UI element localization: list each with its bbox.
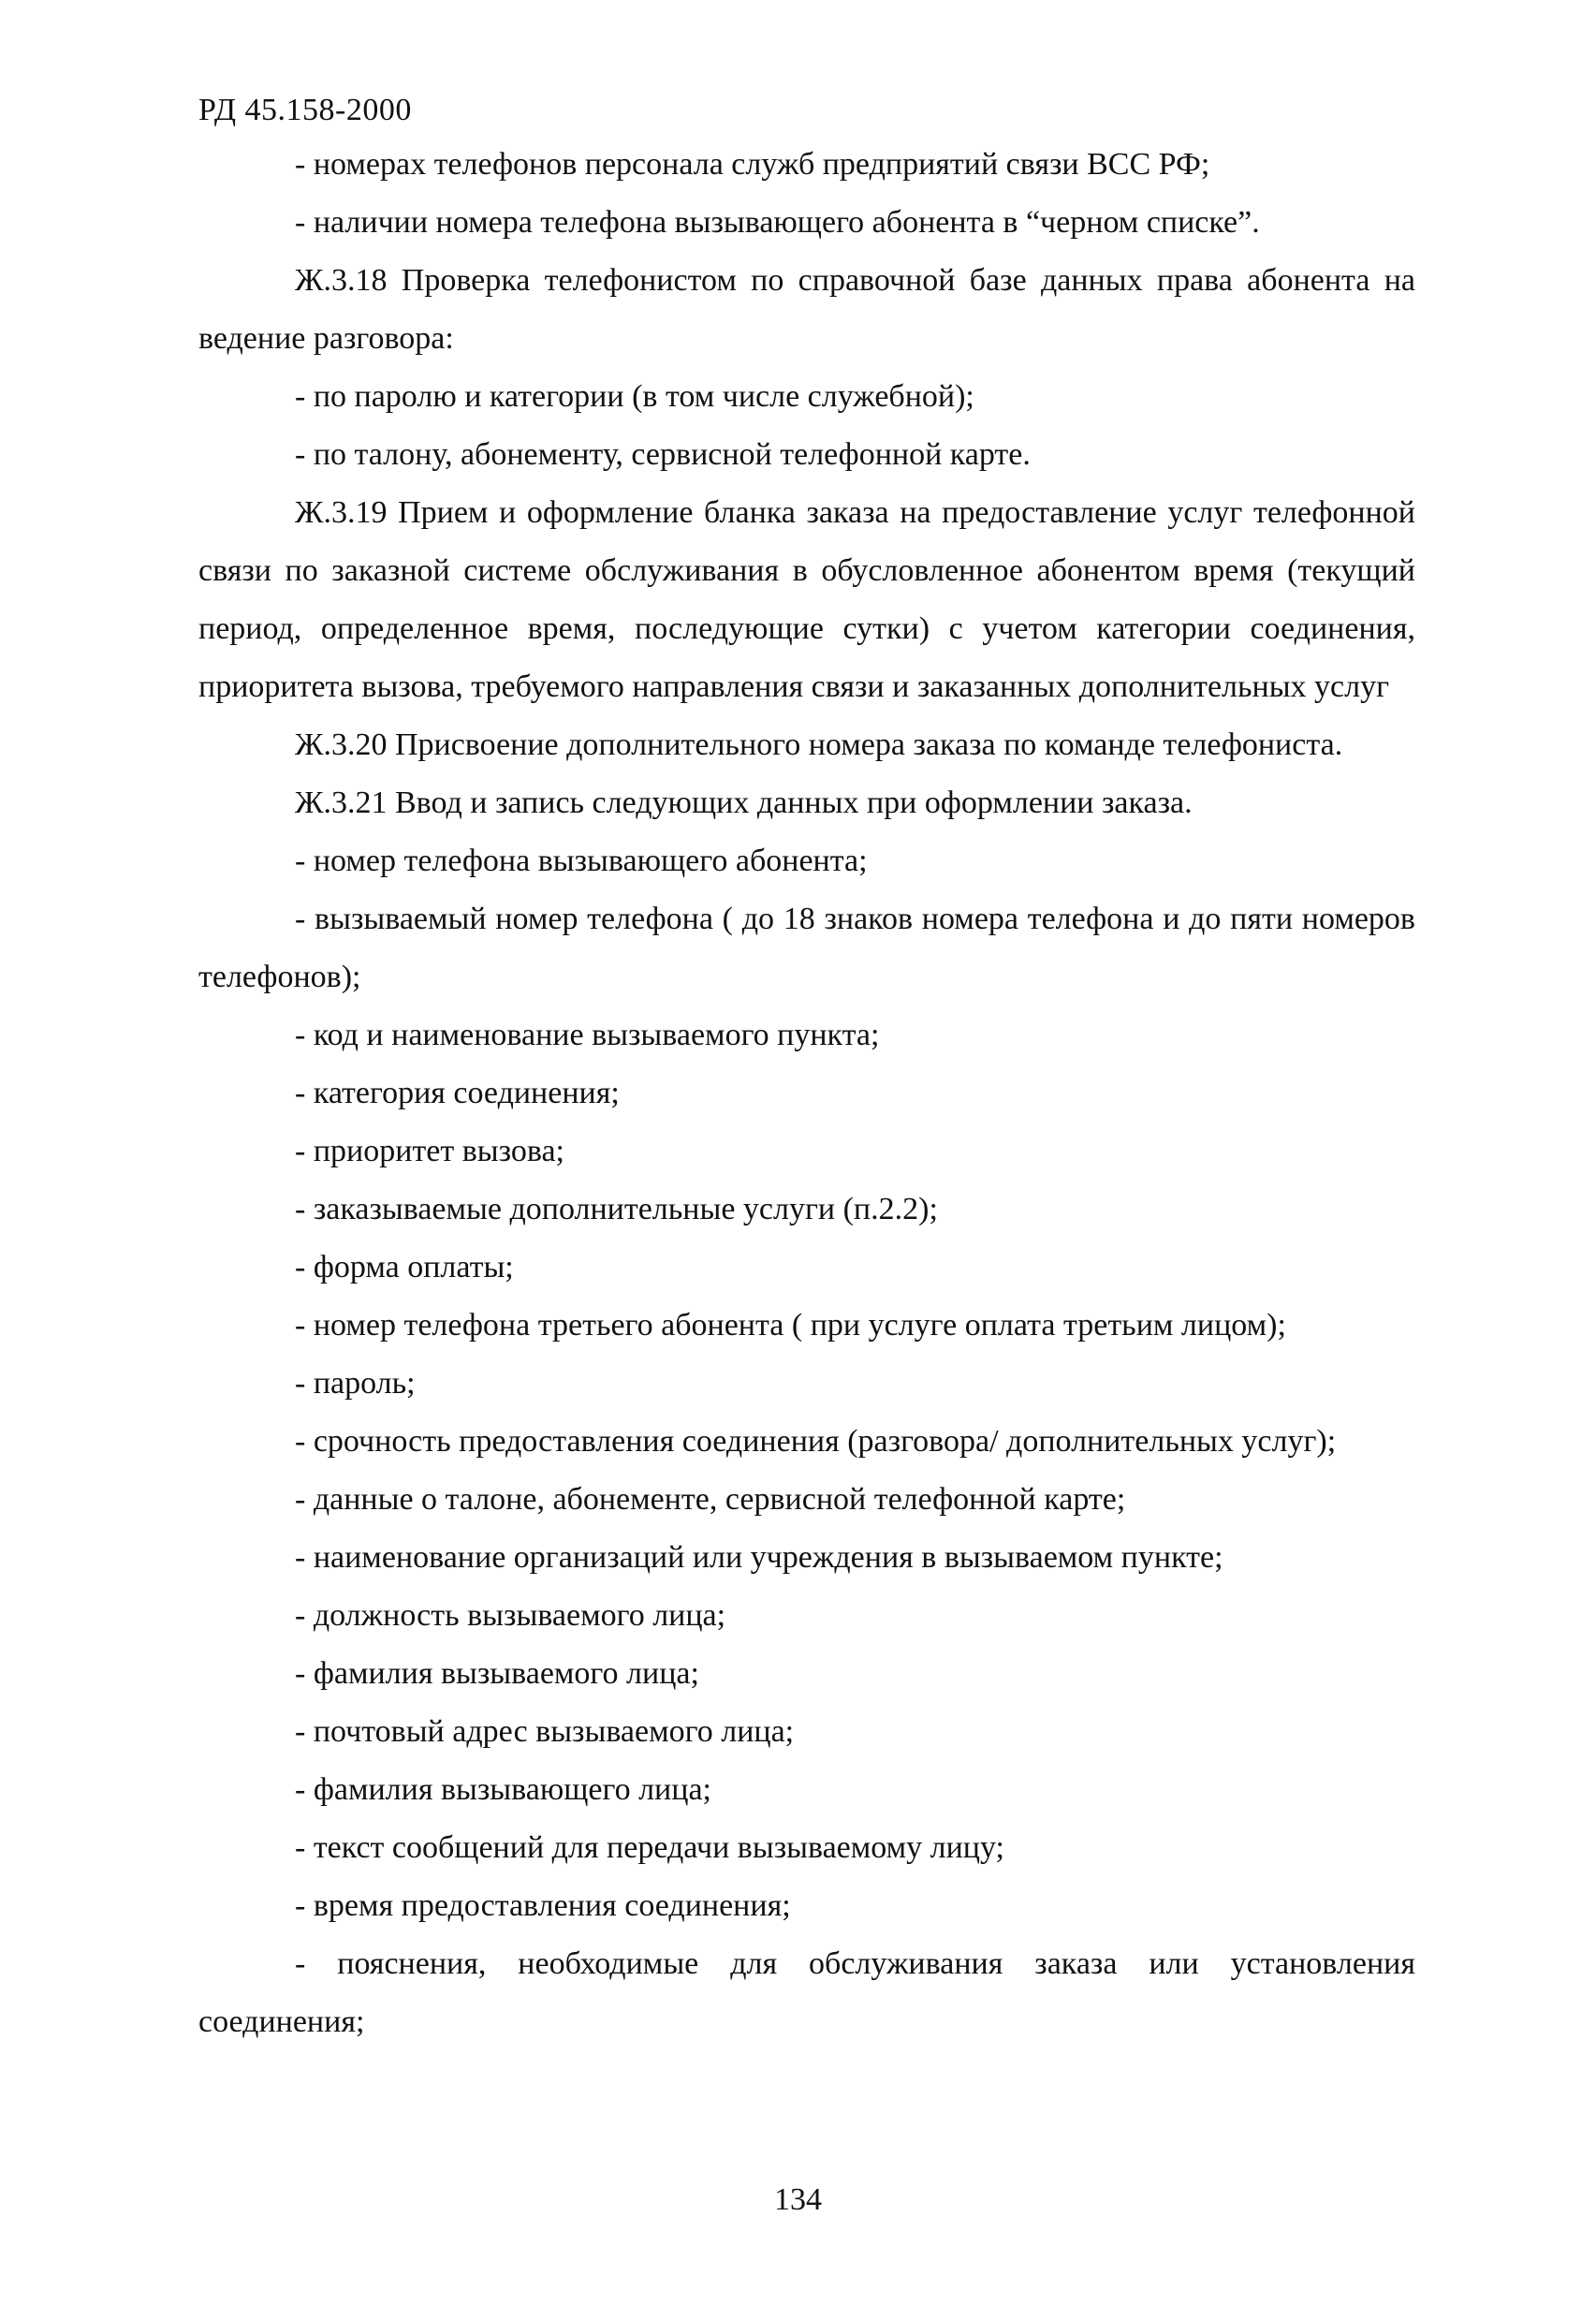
list-item: - текст сообщений для передачи вызываемому лицу; xyxy=(295,1830,1004,1865)
list-item: - время предоставления соединения; xyxy=(295,1888,791,1923)
page-number: 134 xyxy=(774,2182,822,2217)
list-item: - пояснения, необходимые для обслуживания заказа или установления соединения; xyxy=(198,1946,1415,2039)
list-item: - приоритет вызова; xyxy=(295,1134,564,1168)
list-item: - заказываемые дополнительные услуги (п.2.2); xyxy=(295,1192,938,1226)
section-paragraph-zh-3-21: Ж.3.21 Ввод и запись следующих данных при оформлении заказа. xyxy=(295,785,1193,820)
list-item: - вызываемый номер телефона ( до 18 знаков номера телефона и до пяти номеров телефонов); xyxy=(198,902,1415,994)
list-item: - фамилия вызывающего лица; xyxy=(295,1772,711,1807)
list-item: - номерах телефонов персонала служб предприятий связи ВСС РФ; xyxy=(295,147,1210,182)
list-item: - по паролю и категории (в том числе служебной); xyxy=(295,379,974,414)
list-item: - срочность предоставления соединения (разговора/ дополнительных услуг); xyxy=(295,1424,1337,1459)
list-item: - код и наименование вызываемого пункта; xyxy=(295,1018,880,1052)
list-item: - номер телефона третьего абонента ( при услуге оплата третьим лицом); xyxy=(295,1308,1286,1343)
list-item: - фамилия вызываемого лица; xyxy=(295,1656,699,1691)
document-body xyxy=(198,136,1415,2051)
list-item: - должность вызываемого лица; xyxy=(295,1598,726,1633)
document-code-header: РД 45.158-2000 xyxy=(198,93,412,127)
section-paragraph-zh-3-19: Ж.3.19 Прием и оформление бланка заказа на предоставление услуг телефонной связи по заказной системе обслуживания в обусловленное абонентом время (текущий период, определенное время, последующие сутки) с учетом категории соединения, приоритета вызова, требуемого направления связи и заказанных дополнительных услуг xyxy=(198,495,1415,704)
list-item: - номер телефона вызывающего абонента; xyxy=(295,844,868,878)
list-item: - почтовый адрес вызываемого лица; xyxy=(295,1714,795,1749)
list-item: - пароль; xyxy=(295,1366,416,1401)
list-item: - форма оплаты; xyxy=(295,1250,514,1284)
section-paragraph-zh-3-18: Ж.3.18 Проверка телефонистом по справочной базе данных права абонента на ведение разговора: xyxy=(198,263,1415,356)
section-paragraph-zh-3-20: Ж.3.20 Присвоение дополнительного номера заказа по команде телефониста. xyxy=(295,727,1343,762)
list-item: - наличии номера телефона вызывающего абонента в “черном списке”. xyxy=(295,205,1260,240)
list-item: - наименование организаций или учреждения в вызываемом пункте; xyxy=(295,1540,1223,1575)
list-item: - по талону, абонементу, сервисной телефонной карте. xyxy=(295,437,1031,472)
list-item: - данные о талоне, абонементе, сервисной телефонной карте; xyxy=(295,1482,1126,1517)
list-item: - категория соединения; xyxy=(295,1076,620,1110)
